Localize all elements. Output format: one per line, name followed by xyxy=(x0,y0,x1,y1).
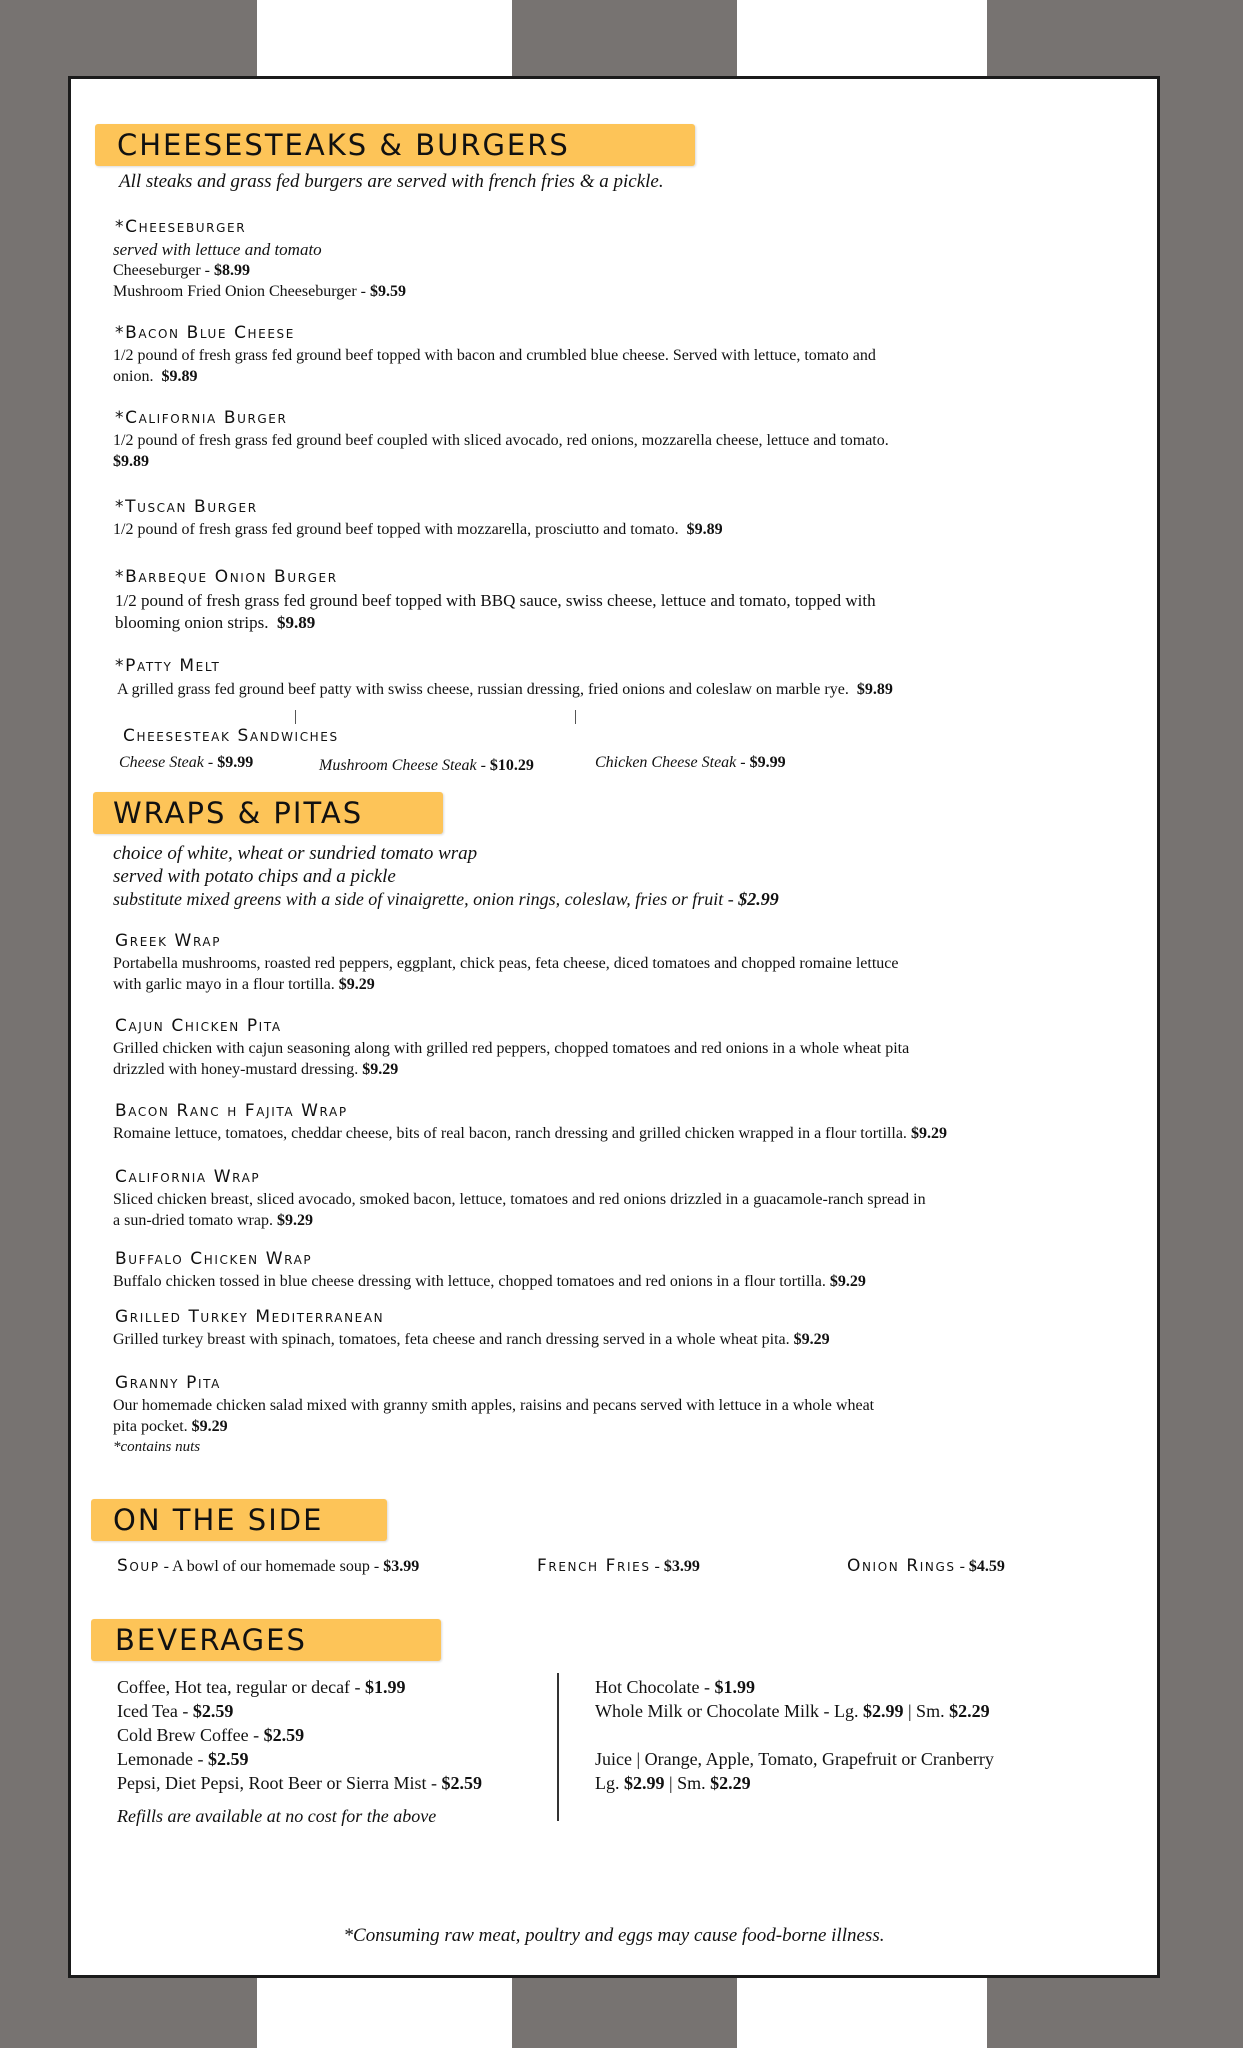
price: $3.99 xyxy=(383,1558,420,1575)
price: $2.59 xyxy=(263,1725,305,1745)
menu-item-name: Greek Wrap xyxy=(115,931,222,951)
side-name: French Fries xyxy=(537,1556,651,1576)
menu-item-name: *Barbeque Onion Burger xyxy=(115,567,338,587)
section-intro xyxy=(113,889,779,910)
price-label: Chicken Cheese Steak - xyxy=(595,754,750,771)
menu-item-desc: 1/2 pound of fresh grass fed ground beef coupled with sliced avocado, red onions, mozzarella cheese, lettuce and tomato. xyxy=(113,432,889,449)
menu-item-desc: served with lettuce and tomato xyxy=(113,240,322,259)
menu-item-desc: Portabella mushrooms, roasted red peppers, eggplant, chick peas, feta cheese, diced tomatoes and chopped romaine lettuce xyxy=(113,955,899,972)
price-label: Iced Tea - xyxy=(117,1701,193,1721)
menu-item-desc xyxy=(113,1059,398,1080)
menu-item-name: California Wrap xyxy=(115,1167,261,1187)
price: $9.29 xyxy=(276,1212,313,1229)
menu-item-name: Granny Pita xyxy=(115,1373,221,1393)
beverage-item xyxy=(117,1749,248,1770)
price-label: Cheeseburger - xyxy=(113,262,214,279)
menu-item-desc: 1/2 pound of fresh grass fed ground beef topped with BBQ sauce, swiss cheese, lettuce and tomato, topped with xyxy=(115,591,876,610)
menu-item-desc xyxy=(113,519,723,540)
menu-item-name: *Bacon Blue Cheese xyxy=(115,323,295,343)
beverage-item xyxy=(117,1773,482,1794)
price: $9.99 xyxy=(217,754,254,771)
price: $9.89 xyxy=(161,368,198,385)
price: $10.29 xyxy=(489,757,534,774)
price-label: Lg. xyxy=(595,1773,624,1793)
menu-item-desc: Grilled chicken with cajun seasoning along with grilled red peppers, chopped tomatoes and red onions in a whole wheat pita xyxy=(113,1040,910,1057)
price: $2.29 xyxy=(949,1701,990,1721)
menu-item-desc xyxy=(113,1416,228,1437)
section-subtitle: All steaks and grass fed burgers are served with french fries & a pickle. xyxy=(119,171,664,192)
allergy-note: *contains nuts xyxy=(113,1439,201,1455)
sandwich-option xyxy=(119,752,253,773)
menu-item-name: *Patty Melt xyxy=(115,656,221,676)
price-label: Mushroom Fried Onion Cheeseburger - xyxy=(113,283,370,300)
desc-text: with garlic mayo in a flour tortilla. xyxy=(113,976,335,993)
desc-text: pita pocket. xyxy=(113,1418,188,1435)
beverage-item xyxy=(595,1677,755,1698)
menu-item-desc: Sliced chicken breast, sliced avocado, smoked bacon, lettuce, tomatoes and red onions drizzled in a guacamole-ranch spread in xyxy=(113,1191,926,1208)
beverage-item: Juice | Orange, Apple, Tomato, Grapefruit or Cranberry xyxy=(595,1749,994,1769)
sandwich-option xyxy=(595,752,786,773)
beverage-item xyxy=(117,1701,233,1722)
desc-text: onion. xyxy=(113,368,154,385)
menu-item-name: Bacon Ranc h Fajita Wrap xyxy=(115,1101,348,1121)
price-label: Hot Chocolate - xyxy=(595,1677,715,1697)
menu-item-desc xyxy=(113,1210,313,1231)
menu-item-name: *Tuscan Burger xyxy=(115,497,258,517)
column-divider xyxy=(557,1673,559,1821)
price: $9.29 xyxy=(362,1061,399,1078)
price: $2.59 xyxy=(441,1773,482,1793)
price: $9.29 xyxy=(829,1273,866,1290)
price-label: Pepsi, Diet Pepsi, Root Beer or Sierra Mist - xyxy=(117,1773,442,1793)
price: $2.59 xyxy=(192,1701,234,1721)
desc-text: Grilled turkey breast with spinach, tomatoes, feta cheese and ranch dressing served in a whole wheat pita. xyxy=(113,1331,790,1348)
menu-item-desc xyxy=(117,679,893,700)
divider-tick xyxy=(575,710,576,724)
price: $9.29 xyxy=(338,976,375,993)
menu-item-desc xyxy=(113,974,375,995)
section-header-sides: ON THE SIDE xyxy=(91,1499,387,1541)
menu-item-desc xyxy=(113,1123,947,1144)
price-sep: | Sm. xyxy=(903,1701,950,1721)
menu-item-name: Buffalo Chicken Wrap xyxy=(115,1249,313,1269)
price-label: - xyxy=(955,1558,969,1575)
beverage-item xyxy=(595,1701,990,1722)
desc-text: blooming onion strips. xyxy=(115,613,269,632)
price: $9.89 xyxy=(276,613,316,632)
sandwich-option xyxy=(319,755,534,776)
price-label: Cheese Steak - xyxy=(119,754,218,771)
section-header-cheesesteaks: CHEESESTEAKS & BURGERS xyxy=(95,124,695,166)
price: $2.29 xyxy=(710,1773,751,1793)
footer-disclaimer: *Consuming raw meat, poultry and eggs may cause food-borne illness. xyxy=(343,1925,885,1946)
price: $3.99 xyxy=(663,1558,700,1575)
menu-item-desc: 1/2 pound of fresh grass fed ground beef topped with bacon and crumbled blue cheese. Served with lettuce, tomato and xyxy=(113,347,876,364)
menu-item-desc xyxy=(113,1329,830,1350)
price-sep: | Sm. xyxy=(664,1773,711,1793)
price: $9.29 xyxy=(910,1125,947,1142)
price: $9.29 xyxy=(793,1331,830,1348)
menu-item-desc xyxy=(115,612,315,633)
beverage-item xyxy=(595,1773,751,1794)
desc-text: A grilled grass fed ground beef patty with swiss cheese, russian dressing, fried onions and coleslaw on marble rye. xyxy=(117,681,849,698)
side-item xyxy=(847,1556,1005,1577)
price: $1.99 xyxy=(714,1677,755,1697)
price: $9.89 xyxy=(856,681,893,698)
refills-note: Refills are available at no cost for the above xyxy=(117,1806,437,1826)
desc-text: drizzled with honey-mustard dressing. xyxy=(113,1061,359,1078)
menu-page xyxy=(68,76,1160,1978)
price: $2.99 xyxy=(738,889,779,909)
menu-item-desc: Our homemade chicken salad mixed with granny smith apples, raisins and pecans served with lettuce in a whole wheat xyxy=(113,1397,875,1414)
beverage-item xyxy=(117,1677,406,1698)
divider-tick xyxy=(295,710,296,724)
menu-item-price-line xyxy=(113,281,406,302)
beverage-item xyxy=(117,1725,304,1746)
price-label: - A bowl of our homemade soup - xyxy=(159,1558,384,1575)
menu-item-price-line xyxy=(113,260,250,281)
price-label: Mushroom Cheese Steak - xyxy=(319,757,490,774)
side-name: Soup xyxy=(117,1556,160,1576)
section-intro: choice of white, wheat or sundried tomato wrap xyxy=(113,843,478,864)
desc-text: Romaine lettuce, tomatoes, cheddar cheese, bits of real bacon, ranch dressing and grilled chicken wrapped in a flour tortilla. xyxy=(113,1125,907,1142)
section-header-wraps: WRAPS & PITAS xyxy=(93,792,443,834)
price-label: Whole Milk or Chocolate Milk - Lg. xyxy=(595,1701,863,1721)
section-header-beverages: BEVERAGES xyxy=(91,1619,441,1661)
price: $2.59 xyxy=(207,1749,249,1769)
section-intro: served with potato chips and a pickle xyxy=(113,866,396,887)
price: $1.99 xyxy=(365,1677,406,1697)
price-label: Coffee, Hot tea, regular or decaf - xyxy=(117,1677,366,1697)
price: $4.59 xyxy=(968,1558,1005,1575)
menu-item-name: Cajun Chicken Pita xyxy=(115,1016,282,1036)
menu-item-name: Cheesesteak Sandwiches xyxy=(123,726,339,746)
desc-text: Buffalo chicken tossed in blue cheese dressing with lettuce, chopped tomatoes and red onions in a flour tortilla. xyxy=(113,1273,826,1290)
side-item xyxy=(537,1556,700,1577)
menu-item-desc xyxy=(113,366,197,387)
side-name: Onion Rings xyxy=(847,1556,956,1576)
price-label: Lemonade - xyxy=(117,1749,208,1769)
price: $9.99 xyxy=(749,754,786,771)
price: $2.99 xyxy=(624,1773,665,1793)
menu-item-name: *California Burger xyxy=(115,408,288,428)
menu-item-desc xyxy=(113,1271,866,1292)
menu-item-name: *Cheeseburger xyxy=(115,217,247,237)
desc-text: 1/2 pound of fresh grass fed ground beef topped with mozzarella, prosciutto and tomato. xyxy=(113,521,679,538)
price-label: Cold Brew Coffee - xyxy=(117,1725,264,1745)
intro-text: substitute mixed greens with a side of vinaigrette, onion rings, coleslaw, fries or fruit - xyxy=(113,889,739,909)
price: $9.89 xyxy=(113,453,149,470)
price-label: - xyxy=(650,1558,664,1575)
price: $9.59 xyxy=(370,283,406,300)
side-item xyxy=(117,1556,419,1577)
price: $8.99 xyxy=(214,262,250,279)
menu-item-name: Grilled Turkey Mediterranean xyxy=(115,1307,385,1327)
desc-text: a sun-dried tomato wrap. xyxy=(113,1212,273,1229)
price: $9.29 xyxy=(191,1418,228,1435)
price: $2.99 xyxy=(862,1701,904,1721)
price: $9.89 xyxy=(686,521,723,538)
